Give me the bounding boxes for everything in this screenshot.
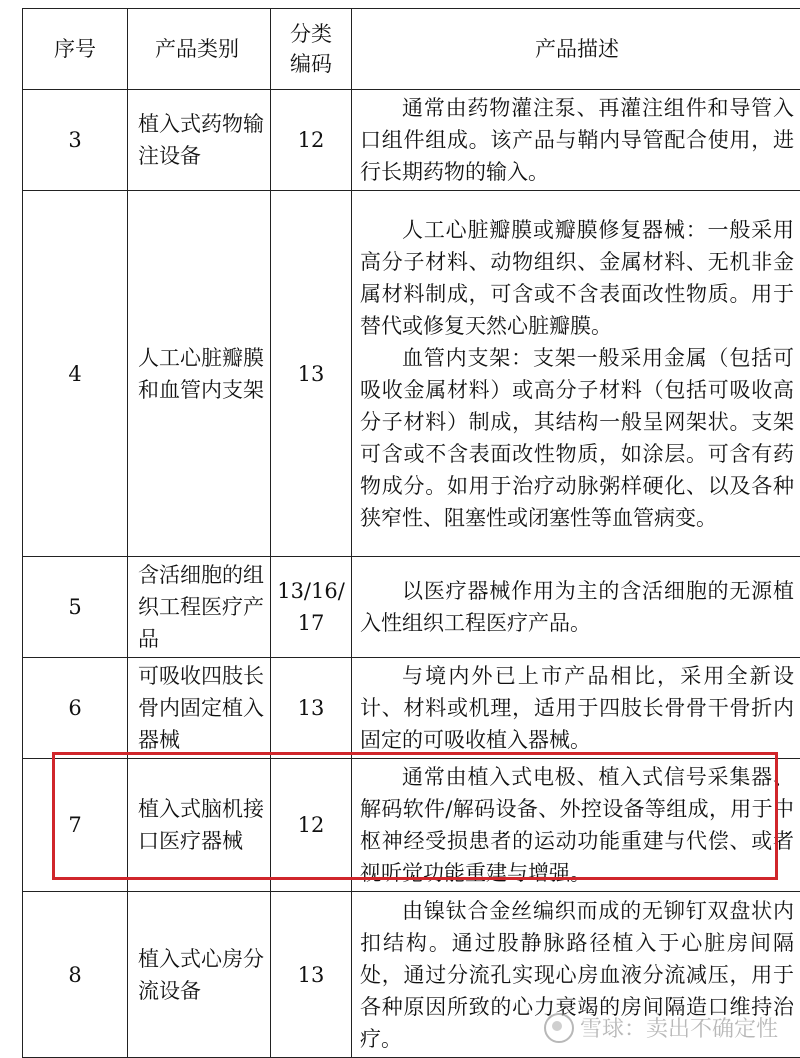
row-no: 3 bbox=[23, 90, 128, 191]
table-row bbox=[23, 191, 800, 557]
row-description bbox=[352, 658, 800, 759]
description-paragraph: 血管内支架：支架一般采用金属（包括可吸收金属材料）或高分子材料（包括可吸收高分子材料）制成，其结构一般呈网架状。支架可含或不含表面改性物质，如涂层。可含有药物成分。如用于治疗动脉粥样硬化、以及各种狭窄性、阻塞性或闭塞性等血管病变。 bbox=[360, 342, 794, 534]
row-code bbox=[271, 557, 352, 658]
row-description bbox=[352, 759, 800, 892]
row-no: 4 bbox=[23, 191, 128, 557]
description-paragraph: 以医疗器械作用为主的含活细胞的无源植入性组织工程医疗产品。 bbox=[360, 575, 794, 639]
header-code bbox=[271, 9, 352, 90]
row-code-line1: 13/16/ bbox=[277, 579, 345, 603]
row-no: 7 bbox=[23, 759, 128, 892]
table-header-row bbox=[23, 9, 800, 90]
row-no: 8 bbox=[23, 892, 128, 1058]
row-description bbox=[352, 557, 800, 658]
row-category: 可吸收四肢长骨内固定植入器械 bbox=[128, 658, 271, 759]
description-paragraph: 人工心脏瓣膜或瓣膜修复器械：一般采用高分子材料、动物组织、金属材料、无机非金属材料制成，可含或不含表面改性物质。用于替代或修复天然心脏瓣膜。 bbox=[360, 214, 794, 342]
row-category: 植入式药物输注设备 bbox=[128, 90, 271, 191]
table-row bbox=[23, 658, 800, 759]
row-category: 植入式心房分流设备 bbox=[128, 892, 271, 1058]
description-paragraph: 与境内外已上市产品相比，采用全新设计、材料或机理，适用于四肢长骨骨干骨折内固定的可吸收植入器械。 bbox=[360, 660, 794, 756]
watermark-text: 雪球：卖出不确定性 bbox=[580, 1012, 778, 1043]
description-paragraph: 通常由植入式电极、植入式信号采集器、解码软件/解码设备、外控设备等组成，用于中枢神经受损患者的运动功能重建与代偿、或者视听觉功能重建与增强。 bbox=[360, 761, 794, 889]
watermark bbox=[544, 1012, 778, 1043]
row-code: 13 bbox=[271, 191, 352, 557]
description-paragraph: 由镍钛合金丝编织而成的无铆钉双盘状内扣结构。通过股静脉路径植入于心脏房间隔处，通过分流孔实现心房血液分流减压，用于各种原因所致的心力衰竭的房间隔造口维持治疗。 bbox=[360, 895, 794, 1055]
header-code-line1: 分类 bbox=[290, 22, 332, 46]
description-paragraph: 通常由药物灌注泵、再灌注组件和导管入口组件组成。该产品与鞘内导管配合使用，进行长期药物的输入。 bbox=[360, 92, 794, 188]
row-category: 植入式脑机接口医疗器械 bbox=[128, 759, 271, 892]
header-code-line2: 编码 bbox=[290, 52, 332, 76]
table-row bbox=[23, 90, 800, 191]
row-category: 人工心脏瓣膜和血管内支架 bbox=[128, 191, 271, 557]
row-code: 12 bbox=[271, 90, 352, 191]
row-code: 12 bbox=[271, 759, 352, 892]
header-no: 序号 bbox=[23, 9, 128, 90]
row-code: 13 bbox=[271, 892, 352, 1058]
row-category: 含活细胞的组织工程医疗产品 bbox=[128, 557, 271, 658]
table-row bbox=[23, 759, 800, 892]
row-no: 6 bbox=[23, 658, 128, 759]
snowball-logo-icon bbox=[544, 1013, 574, 1043]
product-table bbox=[22, 8, 800, 1058]
header-category: 产品类别 bbox=[128, 9, 271, 90]
row-code-line2: 17 bbox=[298, 611, 325, 635]
header-description: 产品描述 bbox=[352, 9, 800, 90]
table-row bbox=[23, 557, 800, 658]
row-no: 5 bbox=[23, 557, 128, 658]
row-code: 13 bbox=[271, 658, 352, 759]
row-description bbox=[352, 90, 800, 191]
row-description bbox=[352, 191, 800, 557]
